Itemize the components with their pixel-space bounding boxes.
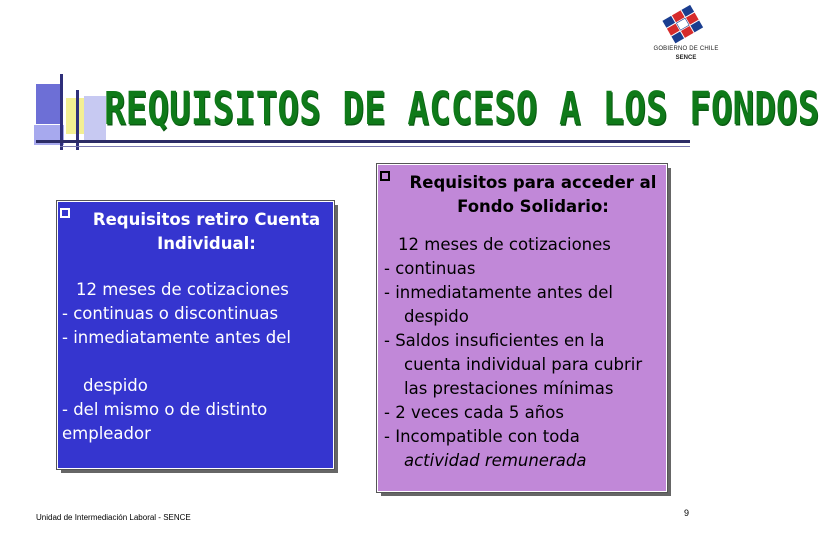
- slide-title: REQUISITOS DE ACCESO A LOS FONDOS: [104, 84, 819, 136]
- list-item: las prestaciones mínimas: [404, 379, 614, 398]
- list-item: [62, 350, 329, 374]
- right-box-heading: [378, 165, 666, 219]
- list-item: empleador: [62, 424, 151, 443]
- logo-text: GOBIERNO DE CHILE: [653, 46, 719, 52]
- right-box-heading-text: Requisitos para acceder al Fondo Solidario:: [409, 173, 657, 216]
- footer-text: Unidad de Intermediación Laboral - SENCE: [36, 513, 191, 522]
- left-requirements-box: [57, 201, 334, 469]
- decor-square: [84, 96, 106, 142]
- list-item: - del mismo o de distinto: [62, 400, 268, 419]
- list-item: - inmediatamente antes del: [62, 328, 292, 347]
- list-item: - Incompatible con toda: [384, 427, 580, 446]
- list-item: despido: [404, 307, 469, 326]
- list-item: - continuas o discontinuas: [62, 304, 279, 323]
- decor-square: [36, 84, 60, 124]
- decor-bar: [60, 74, 63, 150]
- logo-subtext: SENCE: [675, 55, 697, 61]
- list-item: - inmediatamente antes del: [384, 283, 614, 302]
- title-divider-thin: [60, 146, 690, 147]
- square-bullet-icon: [60, 208, 70, 218]
- left-box-heading-text: Requisitos retiro Cuenta Individual:: [92, 210, 321, 253]
- decor-square: [66, 98, 84, 134]
- title-divider: [36, 140, 690, 143]
- list-item: cuenta individual para cubrir: [404, 355, 643, 374]
- list-item: - Saldos insuficientes en la: [384, 331, 605, 350]
- left-box-heading: [58, 202, 333, 256]
- right-box-content: [378, 219, 666, 473]
- list-item: despido: [83, 376, 148, 395]
- square-bullet-icon: [380, 171, 390, 181]
- list-item: 12 meses de cotizaciones: [76, 280, 289, 299]
- list-item: 12 meses de cotizaciones: [398, 235, 611, 254]
- list-item: actividad remunerada: [404, 451, 587, 470]
- list-item: - 2 veces cada 5 años: [384, 403, 564, 422]
- page-number: 9: [684, 508, 690, 518]
- right-requirements-box: [377, 164, 667, 492]
- left-box-content: [58, 256, 333, 446]
- list-item: - continuas: [384, 259, 476, 278]
